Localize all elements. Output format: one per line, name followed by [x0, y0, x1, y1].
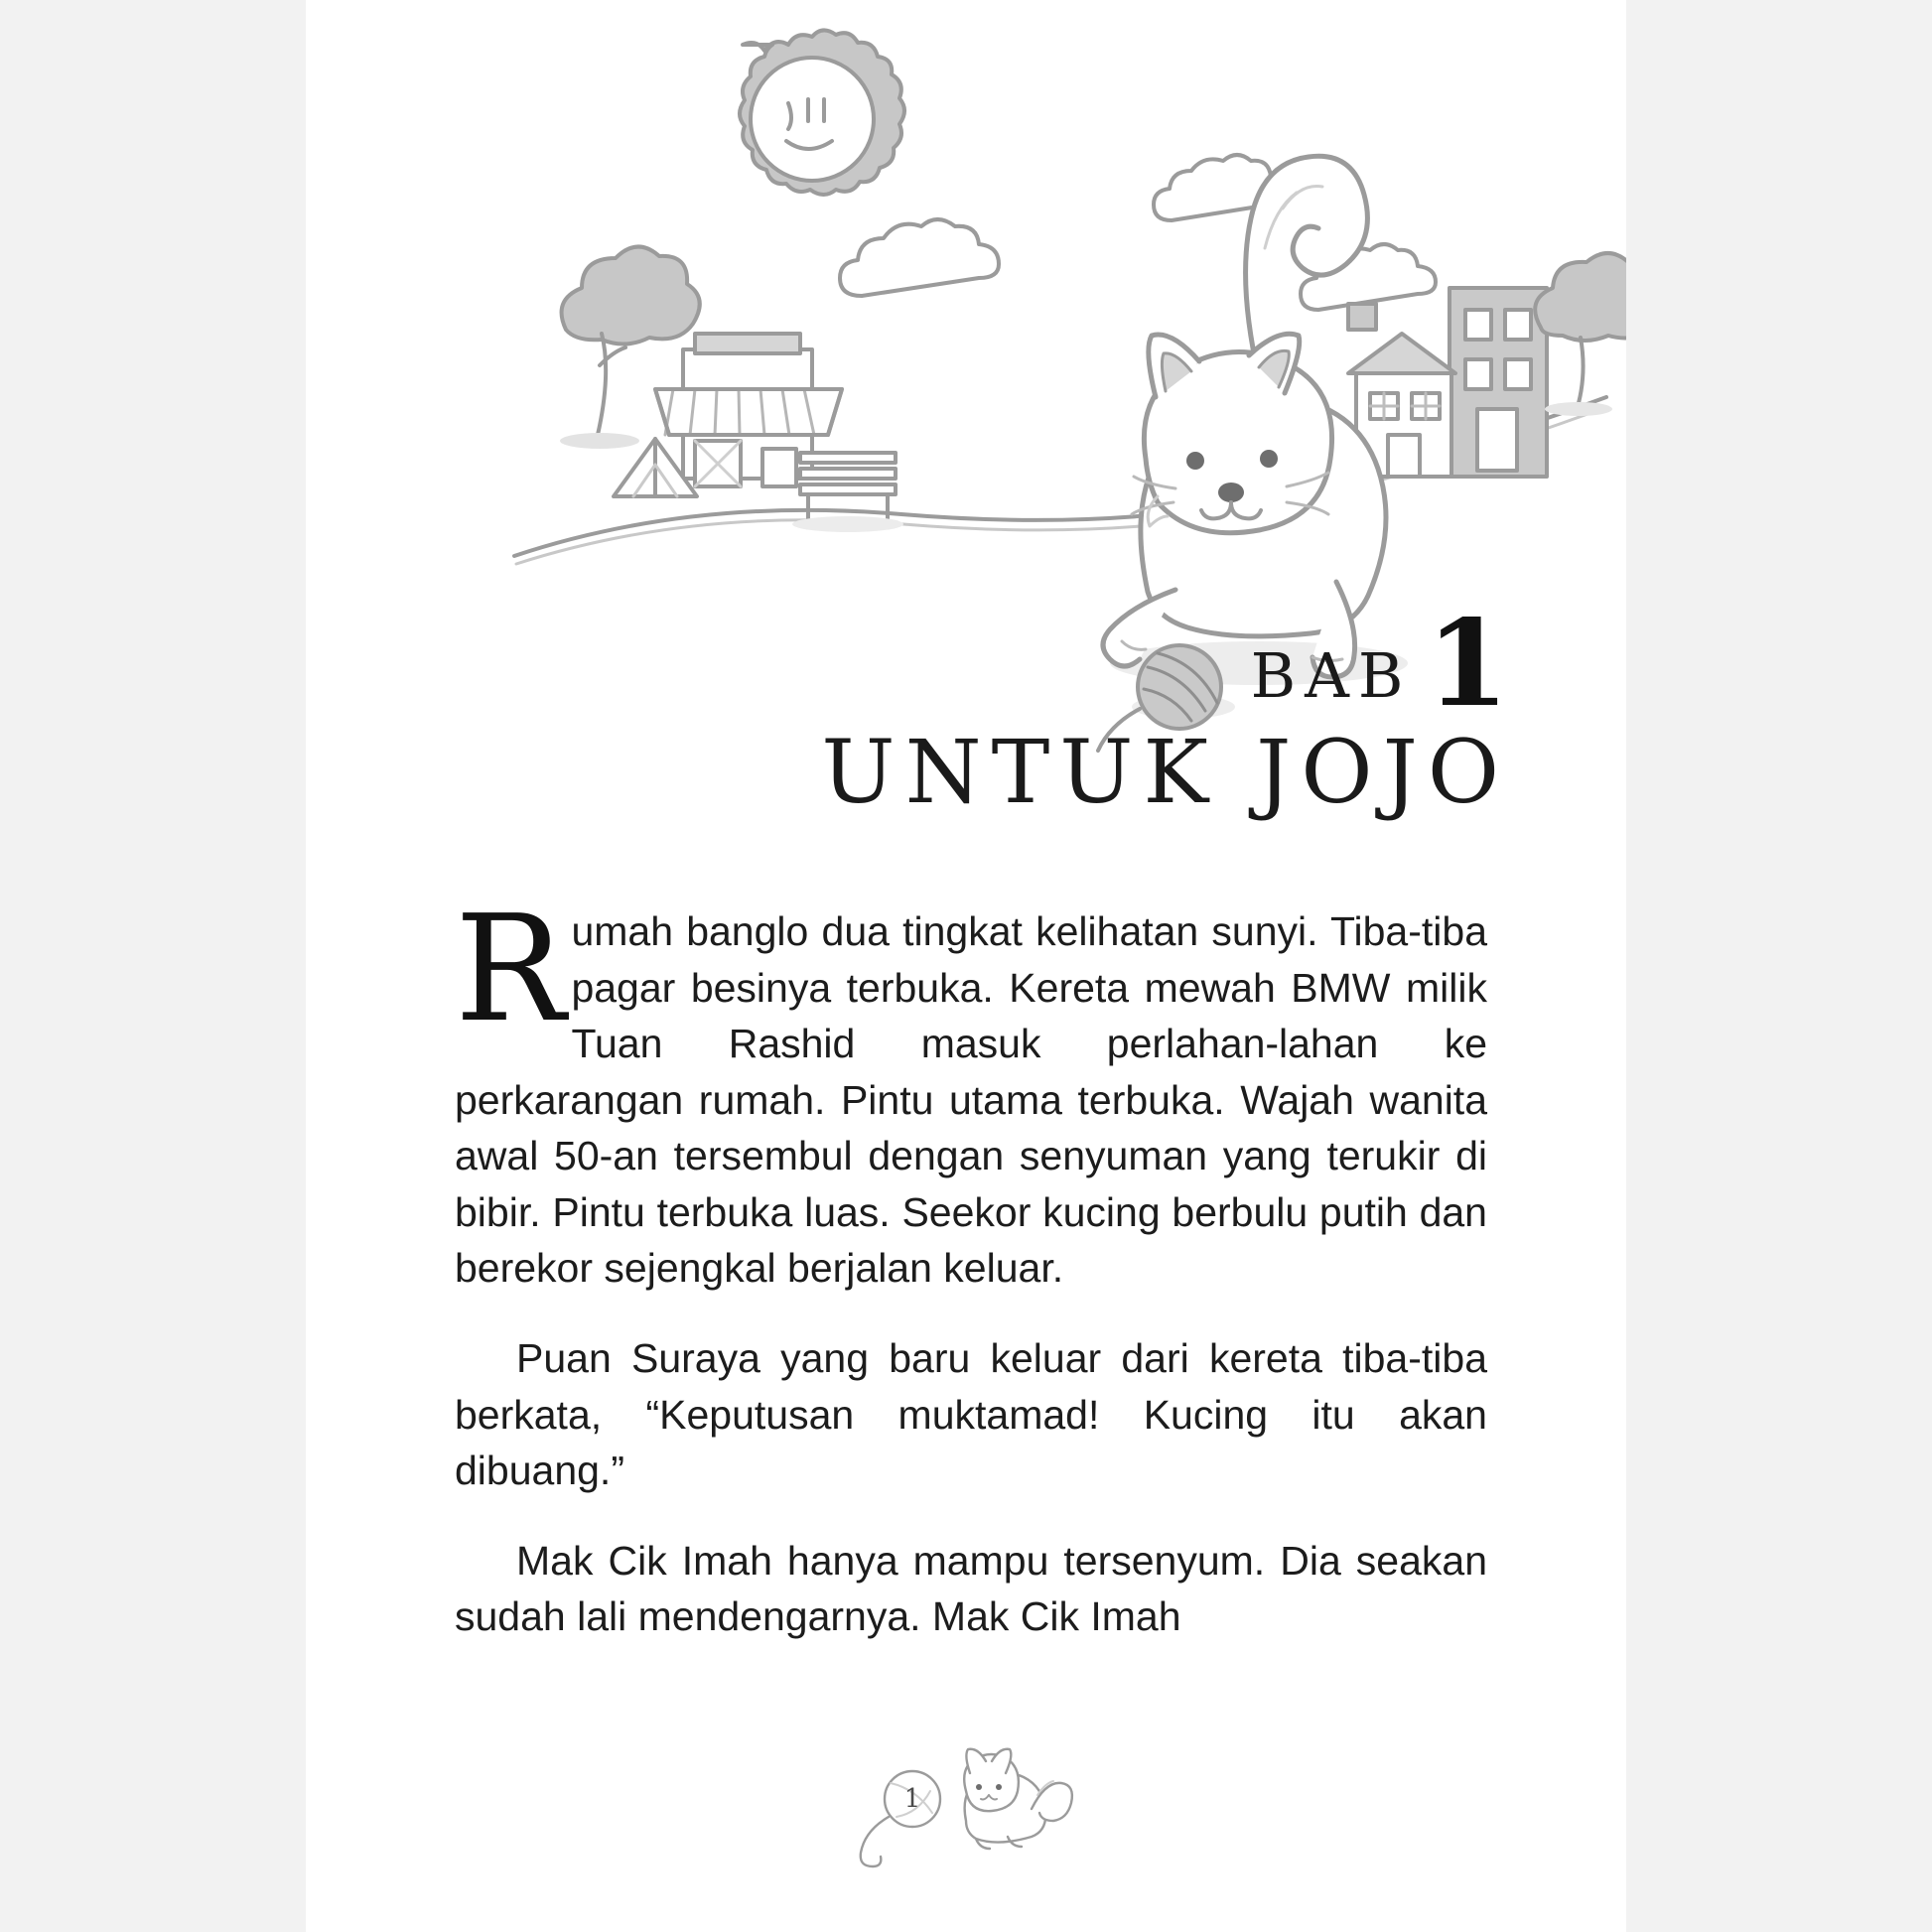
chapter-label-line: [821, 594, 1509, 734]
page-number: 1: [903, 1784, 921, 1814]
sun-icon: [740, 30, 904, 195]
building-icon: [1449, 288, 1547, 477]
book-page: [306, 0, 1626, 1932]
body-text: [455, 884, 1487, 1645]
cat-icon: [964, 1749, 1072, 1849]
chapter-title: UNTUK JOJO: [821, 721, 1509, 824]
chapter-heading: [821, 594, 1509, 824]
drop-cap: R: [455, 884, 566, 1054]
paragraph-text: umah banglo dua tingkat kelihatan sunyi. Tiba-tiba pagar besinya terbuka. Kereta mewah BMW milik Tuan Rashid masuk perlahan-lahan ke perkarangan rumah. Pintu utama terbuka. Wajah wanita awal 50-an tersembul dengan senyuman yang terukir di bibir. Pintu terbuka luas. Seekor kucing berbulu putih dan berekor sejengkal berjalan keluar.: [455, 908, 1487, 1292]
chapter-label: BAB: [1250, 639, 1413, 713]
bench-icon: [792, 453, 903, 532]
cloud-icon: [840, 219, 999, 296]
paragraph: Puan Suraya yang baru keluar dari kereta tiba-tiba berkata, “Keputusan muktamad! Kucing itu akan dibuang.”: [455, 1335, 1487, 1494]
yarn-ball-icon: [861, 1771, 940, 1866]
chapter-number: 1: [1426, 594, 1509, 734]
footer-ornament: [817, 1725, 1115, 1874]
paragraph: [455, 884, 1487, 1297]
paragraph: Mak Cik Imah hanya mampu tersenyum. Dia seakan sudah lali mendengarnya. Mak Cik Imah: [455, 1537, 1487, 1640]
